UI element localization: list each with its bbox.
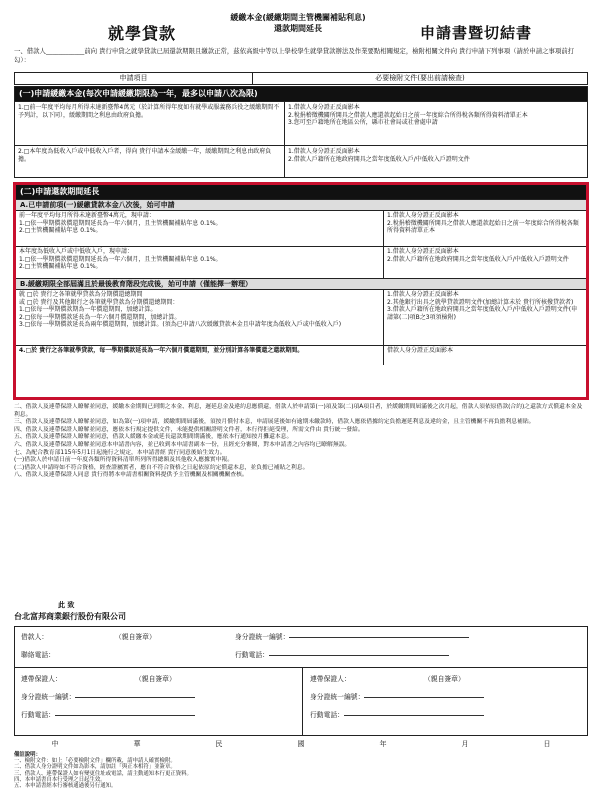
b-option-2[interactable]: 2.□依每一學期償款延長為一年六個月償還期間，加總計算。 xyxy=(19,313,181,321)
table-header xyxy=(14,72,588,85)
center-title-line2: 還款期間延長 xyxy=(274,24,322,33)
section2-band: (二)申請還款期間延長 xyxy=(16,185,586,199)
b-head[interactable]: 就 □於 貴行之各筆就學貸款為分期償還總期間 或 □於 貴行及其他銀行之各筆就學貸款為分期償還總期間： xyxy=(19,291,179,306)
a2-options xyxy=(16,247,384,278)
mobile-label: 行動電話： xyxy=(235,651,269,659)
a1-option-2[interactable]: 2.□主管機關補貼年息 0.1%。 xyxy=(19,227,102,234)
note-item: 二、借款人及連帶保證人瞭解並同意，緩繳本金期間已到期之本金、利息，遲延息金及違約息應償還，借款人於申請第(一)項及第(二)項A項目者，於緩繳期間屆滿後之次月起，借款人須依原借款(合約)之還款方式償還本金及利息。 xyxy=(14,404,583,418)
note-item: (一)借款人於申請日前一年度各類所得資料清單所列所得總額及其他收入應據實申報。 xyxy=(14,457,234,464)
guarantor2-seal[interactable]: （親自簽章） xyxy=(424,675,465,683)
date-char: 華 xyxy=(133,740,141,748)
date-char: 月 xyxy=(461,740,469,748)
section2-subA: A.已申請前項(一)緩繳貸款本金八次後，始可申請 xyxy=(16,199,586,210)
section1-item1[interactable]: 1.□前一年度平均每月所得未達新臺幣4萬元（於計算所得年度如有就學或服義務兵役之緩繳期間不予列計，以下同），緩繳期間之利息由政府負擔。 xyxy=(15,102,285,145)
date-char: 日 xyxy=(543,740,551,748)
guarantor2-label: 連帶保證人： xyxy=(310,675,351,683)
date-char: 中 xyxy=(51,740,59,748)
remark-line: 四、本申請書自本行受理之日起生效。 xyxy=(14,776,106,783)
a1-option-1[interactable]: 1.□依一學期償款償還期間延長為一年六個月，且主管機關補貼年息 0.1%。 xyxy=(19,219,222,227)
a2-docs: 1.借款人身分證正反面影本 2.借款人戶籍所在地政府開具之當年度低收入戶/中低收入戶證明文件 xyxy=(387,248,569,263)
mobile-field[interactable] xyxy=(269,655,449,656)
date-char: 民 xyxy=(215,740,223,748)
guarantor2-id-label: 身分證統一編號： xyxy=(310,693,365,701)
b4-docs: 借款人身分證正反面影本 xyxy=(387,347,454,354)
center-title-line1: 緩繳本金(緩繳期間主管機關補貼利息) xyxy=(230,13,366,22)
guarantor1-id-label: 身分證統一編號： xyxy=(21,693,76,701)
signature-box xyxy=(14,626,588,736)
note-item: (二)借款人申請時如不符合資格，經查證屬實者，應自不符合資格之日起依原約定償還本息，並負擔已補貼之利息。 xyxy=(14,464,309,471)
section1-band: (一)申請緩繳本金(每次申請緩繳期限為一年，最多以申請八次為限) xyxy=(15,87,587,101)
remark-line: 一、檢附文件：如上「必要檢附文件」欄所載，請申請人確實檢附。 xyxy=(14,758,176,765)
a2-option-2[interactable]: 2.□主管機關補貼年息 0.1%。 xyxy=(19,263,102,270)
borrower-seal[interactable]: （親自簽章） xyxy=(115,633,156,641)
guarantor1-label: 連帶保證人： xyxy=(21,675,62,683)
bank-name: 台北富邦商業銀行股份有限公司 xyxy=(14,612,126,621)
section1-docs2: 1.借款人身分證正反面影本 2.借款人戶籍所在地政府開具之當年度低收入戶/中低收入戶證明文件 xyxy=(288,148,470,163)
borrower-id-label: 身分證統一編號： xyxy=(235,633,290,641)
section-extend-period xyxy=(13,182,589,400)
remarks xyxy=(14,752,588,789)
date-char: 年 xyxy=(379,740,387,748)
a1-head: 前一年度平均每月所得未達新臺幣4萬元，現申請： xyxy=(19,212,155,219)
divider xyxy=(15,667,587,668)
guarantor1-id-field[interactable] xyxy=(75,697,195,698)
b-option-1[interactable]: 1.□依每一學期償款期為一年償還期間，加總計算。 xyxy=(19,306,157,313)
remark-line: 五、本申請書經本行審核通過後另行通知。 xyxy=(14,783,117,789)
borrower-id-field[interactable] xyxy=(289,637,469,638)
notes xyxy=(14,404,588,480)
center-title xyxy=(198,12,398,34)
contact-label: 聯絡電話： xyxy=(21,651,55,659)
col-apply-item: 申請項目 xyxy=(15,73,253,84)
borrower-label: 借款人： xyxy=(21,633,49,641)
bank-to: 此 致 xyxy=(58,601,75,609)
remark-line: 三、借款人、連帶保證人如有變更住址或電話，請主動通知本行更正資料。 xyxy=(14,770,192,777)
right-title: 申請書暨切結書 xyxy=(420,24,533,42)
guarantor1-seal[interactable]: （親自簽章） xyxy=(135,675,176,683)
section1-docs1: 1.借款人身分證正反面影本 2.稅捐稽徵機關所開具之借款人應還款起始日之前一年度綜合所得稅各類所得資料清單正本 3.您可至戶籍地所在地區公所，縣市社會局或社會處申請 xyxy=(288,104,528,126)
guarantor2-id-field[interactable] xyxy=(364,697,484,698)
remark-line: 二、借款人身分證明文件如為影本，請加註「與正本相符」並簽章。 xyxy=(14,764,176,771)
a1-options xyxy=(16,211,384,246)
intro-text: 一、借款人____________前向 貴行申貸之就學貸款已屆還款期限且繳款正常，茲依高級中等以上學校學生就學貸款辦法及作業要點相關規定，檢附相關文件向 貴行申請下列事項（請於申請之事項前打勾）： xyxy=(14,47,575,64)
note-item: 六、借款人及連帶保證人瞭解並同意本申請書內容，並已收到本申請書副本一份，且經充分審閱，對本申請書之內容均已瞭解無誤。 xyxy=(14,441,351,448)
note-item: 五、借款人及連帶保證人瞭解並同意，借款人緩繳本金或延長還款期間期滿後，應依本行通知按月攤還本息。 xyxy=(14,434,293,441)
b-docs: 1.借款人身分證正反面影本 2.其他銀行出具之就學貸款證明文件(加總計算未於 貴行所核撥貸款者) 3.借款人戶籍所在地政府開具之當年度低收入戶/中低收入戶證明文件(申請第(二)項B之3項須檢附) xyxy=(387,291,578,321)
b-option-4[interactable]: 4.□於 貴行之各筆就學貸款，每一學期償款延長為一年六個月償還期間，並分別計算各筆償還之還款期間。 xyxy=(16,346,384,365)
note-item: 四、借款人及連帶保證人瞭解並同意，應依本行規定提供文件，未能提供相關證明文件者，本行得拒絕受理，所需文件由 貴行統一發給。 xyxy=(14,426,364,433)
a2-option-1[interactable]: 1.□依一學期償款償還期間延長為一年六個月，且主管機關補貼年息 0.1%。 xyxy=(19,255,222,263)
date-line xyxy=(14,740,588,749)
remark-title: 備註說明： xyxy=(14,752,41,758)
col-required-docs: 必要檢附文件(要出前請檢查) xyxy=(375,74,465,83)
guarantor1-mobile-label: 行動電話： xyxy=(21,711,55,719)
section1-item2[interactable]: 2.□本年度為低收入戶或中低收入戶者，得向 貴行申請本金緩繳一年，緩繳期間之利息由政府負擔。 xyxy=(15,146,285,177)
guarantor1-mobile-field[interactable] xyxy=(55,715,195,716)
a2-head: 本年度為低收入戶或中低收入戶，現申請： xyxy=(19,248,134,255)
divider xyxy=(302,667,303,736)
note-item: 八、借款人及連帶保證人同意 貴行得將本申請書相關資料提供予主管機關及相關機關查核。 xyxy=(14,472,248,479)
section-defer-principal xyxy=(14,86,588,178)
b-option-3[interactable]: 3.□依每一學期償款延長為兩年償還期間，加總計算。(須為已申請八次緩繳貸款本金且申請年度為低收入戶或中低收入戶) xyxy=(19,321,342,328)
date-char: 國 xyxy=(297,740,305,748)
note-item: 七、為配合教育部115年5月1日起施行之規定，本申請書經 貴行同意後始生效力。 xyxy=(14,449,226,456)
left-title: 就學貸款 xyxy=(108,24,177,43)
guarantor2-mobile-field[interactable] xyxy=(344,715,484,716)
a1-docs: 1.借款人身分證正反面影本 2.稅捐稽徵機關所開具之借款人應還款起始日之前一年度綜合所得稅各類所得資料清單正本 xyxy=(387,212,579,234)
section2-subB: B.緩繳期限全部屆滿且於最後教育階段完成後，始可申請（僅能擇一辦理） xyxy=(16,278,586,289)
guarantor2-mobile-label: 行動電話： xyxy=(310,711,344,719)
b-options xyxy=(16,290,384,345)
note-item: 三、借款人及連帶保證人瞭解並同意，如為第(一)項申請，緩繳期間屆滿後，須按月償付本息，申請展延後如有逾期未繳款時，借款人應依借據約定負擔遲延利息及違約金，且主管機關不再負擔利息補貼。 xyxy=(14,419,535,426)
